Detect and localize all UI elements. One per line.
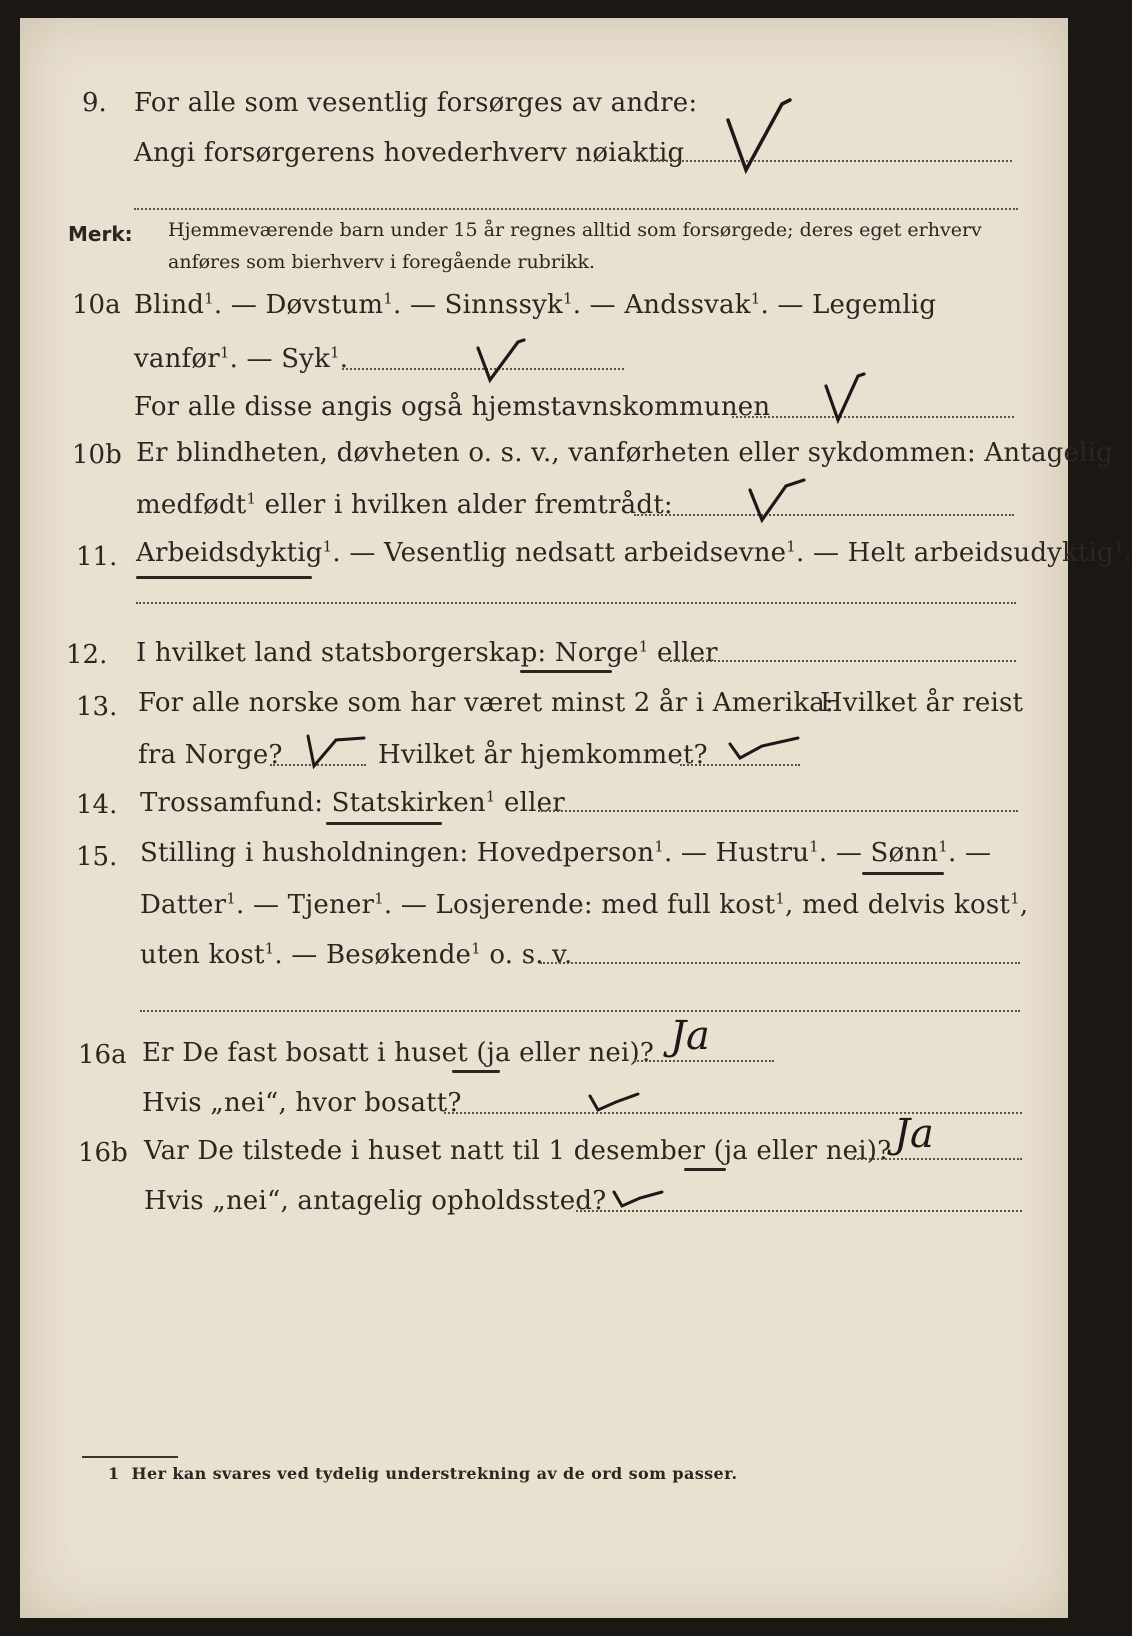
question-15-number: 15.	[76, 842, 118, 872]
question-9-number: 9.	[82, 88, 107, 118]
question-14-answer-line	[538, 810, 1018, 812]
question-16a-residence-line	[444, 1112, 1022, 1114]
question-15-line-1: Stilling i husholdningen: Hovedperson$^1$. — Hustru$^1$. — Sønn$^1$. —	[140, 837, 992, 868]
question-16a-line-1: Er De fast bosatt i huset (ja eller nei)?	[142, 1038, 654, 1068]
question-15-answer-line	[540, 962, 1020, 964]
question-9-line-2: Angi forsørgerens hovederhverv nøiaktig	[134, 138, 685, 168]
question-14-number: 14.	[76, 790, 118, 820]
question-13-return-label: Hvilket år hjemkommet?	[378, 740, 708, 770]
arbeidsdyktig-underline	[136, 576, 312, 579]
question-10b-line-2: medfødt$^1$ eller i hvilken alder fremtrådt:	[136, 489, 673, 520]
footnote-rule	[82, 1456, 178, 1458]
question-10a-handwritten-check-2	[820, 370, 890, 426]
option-ja-16b[interactable]: (ja	[713, 1136, 748, 1166]
question-13-number: 13.	[76, 692, 118, 722]
question-13-line-1-b: Hvilket år reist	[820, 688, 1024, 718]
question-15-line-3: uten kost$^1$. — Besøkende$^1$ o. s. v.	[140, 939, 573, 970]
question-16b-line-2: Hvis „nei“, antagelig opholdssted?	[144, 1186, 607, 1216]
question-9-line-1: For alle som vesentlig forsørges av andre:	[134, 88, 698, 118]
question-10b-line-1: Er blindheten, døvheten o. s. v., vanførheten eller sykdommen: Antagelig	[136, 438, 1113, 468]
question-16b-answer-line	[850, 1158, 1022, 1160]
question-9-handwritten-check	[720, 98, 810, 178]
question-10a-handwritten-check-1	[472, 338, 542, 388]
question-9-answer-line	[630, 160, 1012, 162]
question-10a-line-2: vanfør$^1$. — Syk$^1$.	[134, 343, 349, 374]
question-16a-line-2: Hvis „nei“, hvor bosatt?	[142, 1088, 462, 1118]
merk-label: Merk:	[68, 222, 133, 246]
statskirken-underline	[326, 822, 442, 825]
option-norge[interactable]: Norge	[554, 638, 639, 668]
question-13-line-1: For alle norske som har været minst 2 år i Amerika:	[138, 688, 834, 718]
question-13-handwritten-mark-2	[726, 732, 806, 762]
question-13-return-line	[680, 764, 800, 766]
question-16b-handwritten-answer: Ja	[894, 1111, 934, 1157]
question-10b-answer-line	[634, 514, 1014, 516]
option-statskirken[interactable]: Statskirken	[331, 788, 486, 818]
question-16a-number: 16a	[78, 1040, 127, 1070]
question-16b-line-1: Var De tilstede i huset natt til 1 desember (ja eller nei)?	[144, 1136, 892, 1166]
question-16a-handwritten-answer: Ja	[670, 1013, 710, 1059]
question-12-answer-line	[670, 660, 1016, 662]
question-11-line: Arbeidsdyktig$^1$. — Vesentlig nedsatt arbeidsevne$^1$. — Helt arbeidsudyktig$^1$.	[136, 537, 1132, 568]
question-16b-handwritten-mark	[610, 1184, 670, 1214]
question-11-extra-line	[136, 602, 1016, 604]
question-10a-line-3: For alle disse angis også hjemstavnskommunen	[134, 392, 771, 422]
question-11-number: 11.	[76, 542, 118, 572]
question-12-line: I hvilket land statsborgerskap: Norge$^1$ eller	[136, 637, 718, 668]
question-16a-handwritten-mark	[586, 1088, 646, 1118]
question-10b-handwritten-check	[744, 478, 824, 528]
footnote: 1 Her kan svares ved tydelig understrekning av de ord som passer.	[108, 1464, 738, 1483]
ja-16b-underline	[684, 1168, 726, 1171]
question-15-extra-line	[140, 1010, 1020, 1012]
question-15-line-2: Datter$^1$. — Tjener$^1$. — Losjerende: med full kost$^1$, med delvis kost$^1$,	[140, 889, 1029, 920]
question-13-handwritten-mark-1	[304, 730, 374, 770]
option-ja-16a[interactable]: (ja	[476, 1038, 511, 1068]
question-9-extra-line	[134, 208, 1018, 210]
option-arbeidsdyktig[interactable]: Arbeidsdyktig	[136, 538, 323, 568]
merk-text: Hjemmeværende barn under 15 år regnes alltid som forsørgede; deres eget erhverv anføres som bierhverv i foregående rubrikk.	[168, 219, 982, 273]
option-sonn[interactable]: Sønn	[870, 838, 939, 868]
question-10a-number: 10a	[72, 290, 121, 320]
question-12-number: 12.	[66, 640, 108, 670]
census-form-page	[20, 18, 1132, 1618]
sonn-underline	[862, 872, 944, 875]
question-16b-number: 16b	[78, 1138, 128, 1168]
question-10a-line-1: Blind$^1$. — Døvstum$^1$. — Sinnssyk$^1$. — Andssvak$^1$. — Legemlig	[134, 289, 937, 320]
question-13-departure-label: fra Norge?	[138, 740, 283, 770]
norge-underline	[520, 670, 612, 673]
question-14-line: Trossamfund: Statskirken$^1$ eller	[140, 787, 565, 818]
ja-16a-underline	[452, 1070, 500, 1073]
question-16a-answer-line	[634, 1060, 774, 1062]
question-10b-number: 10b	[72, 440, 122, 470]
